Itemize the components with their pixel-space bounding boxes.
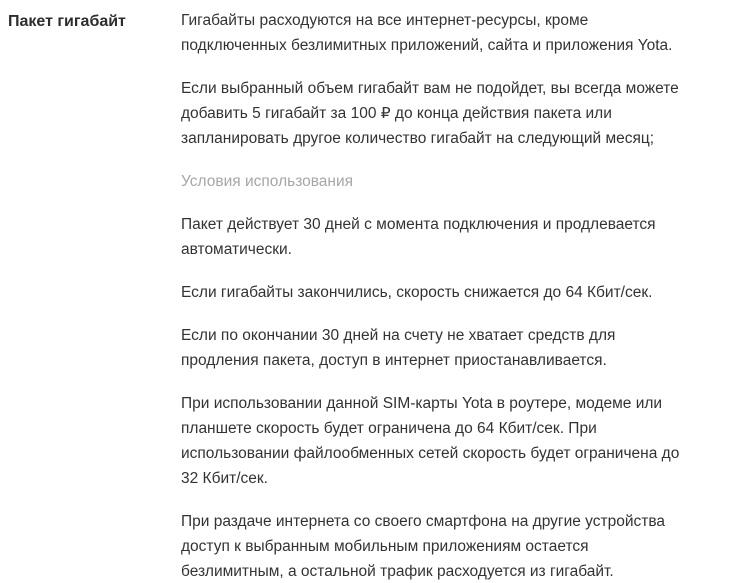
intro-paragraph: Гигабайты расходуются на все интернет-ресурсы, кроме подключенных безлимитных приложений, сайта и приложения Yota. <box>181 12 673 54</box>
terms-paragraph: Если по окончании 30 дней на счету не хватает средств для продления пакета, доступ в интернет приостанавливается. <box>181 327 616 369</box>
terms-paragraph: Если гигабайты закончились, скорость снижается до 64 Кбит/сек. <box>181 284 653 301</box>
terms-paragraph: Пакет действует 30 дней с момента подключения и продлевается автоматически. <box>181 216 656 258</box>
section-body-column <box>181 8 689 583</box>
section-label-column <box>0 8 181 33</box>
section-title: Пакет гигабайт <box>8 13 126 30</box>
terms-paragraph: При использовании данной SIM-карты Yota в роутере, модеме или планшете скорость будет ограничена до 64 Кбит/сек. При использовании файлообменных сетей скорость будет ограничена до 32 Кбит/сек. <box>181 395 680 487</box>
usage-terms-subheading: Условия использования <box>181 173 354 190</box>
intro-paragraph: Если выбранный объем гигабайт вам не подойдет, вы всегда можете добавить 5 гигабайт за 100 ₽ до конца действия пакета или запланировать другое количество гигабайт на следующий месяц; <box>181 80 679 147</box>
terms-paragraph: При раздаче интернета со своего смартфона на другие устройства доступ к выбранным мобильным приложениям остается безлимитным, а остальной трафик расходуется из гигабайт. <box>181 513 666 580</box>
